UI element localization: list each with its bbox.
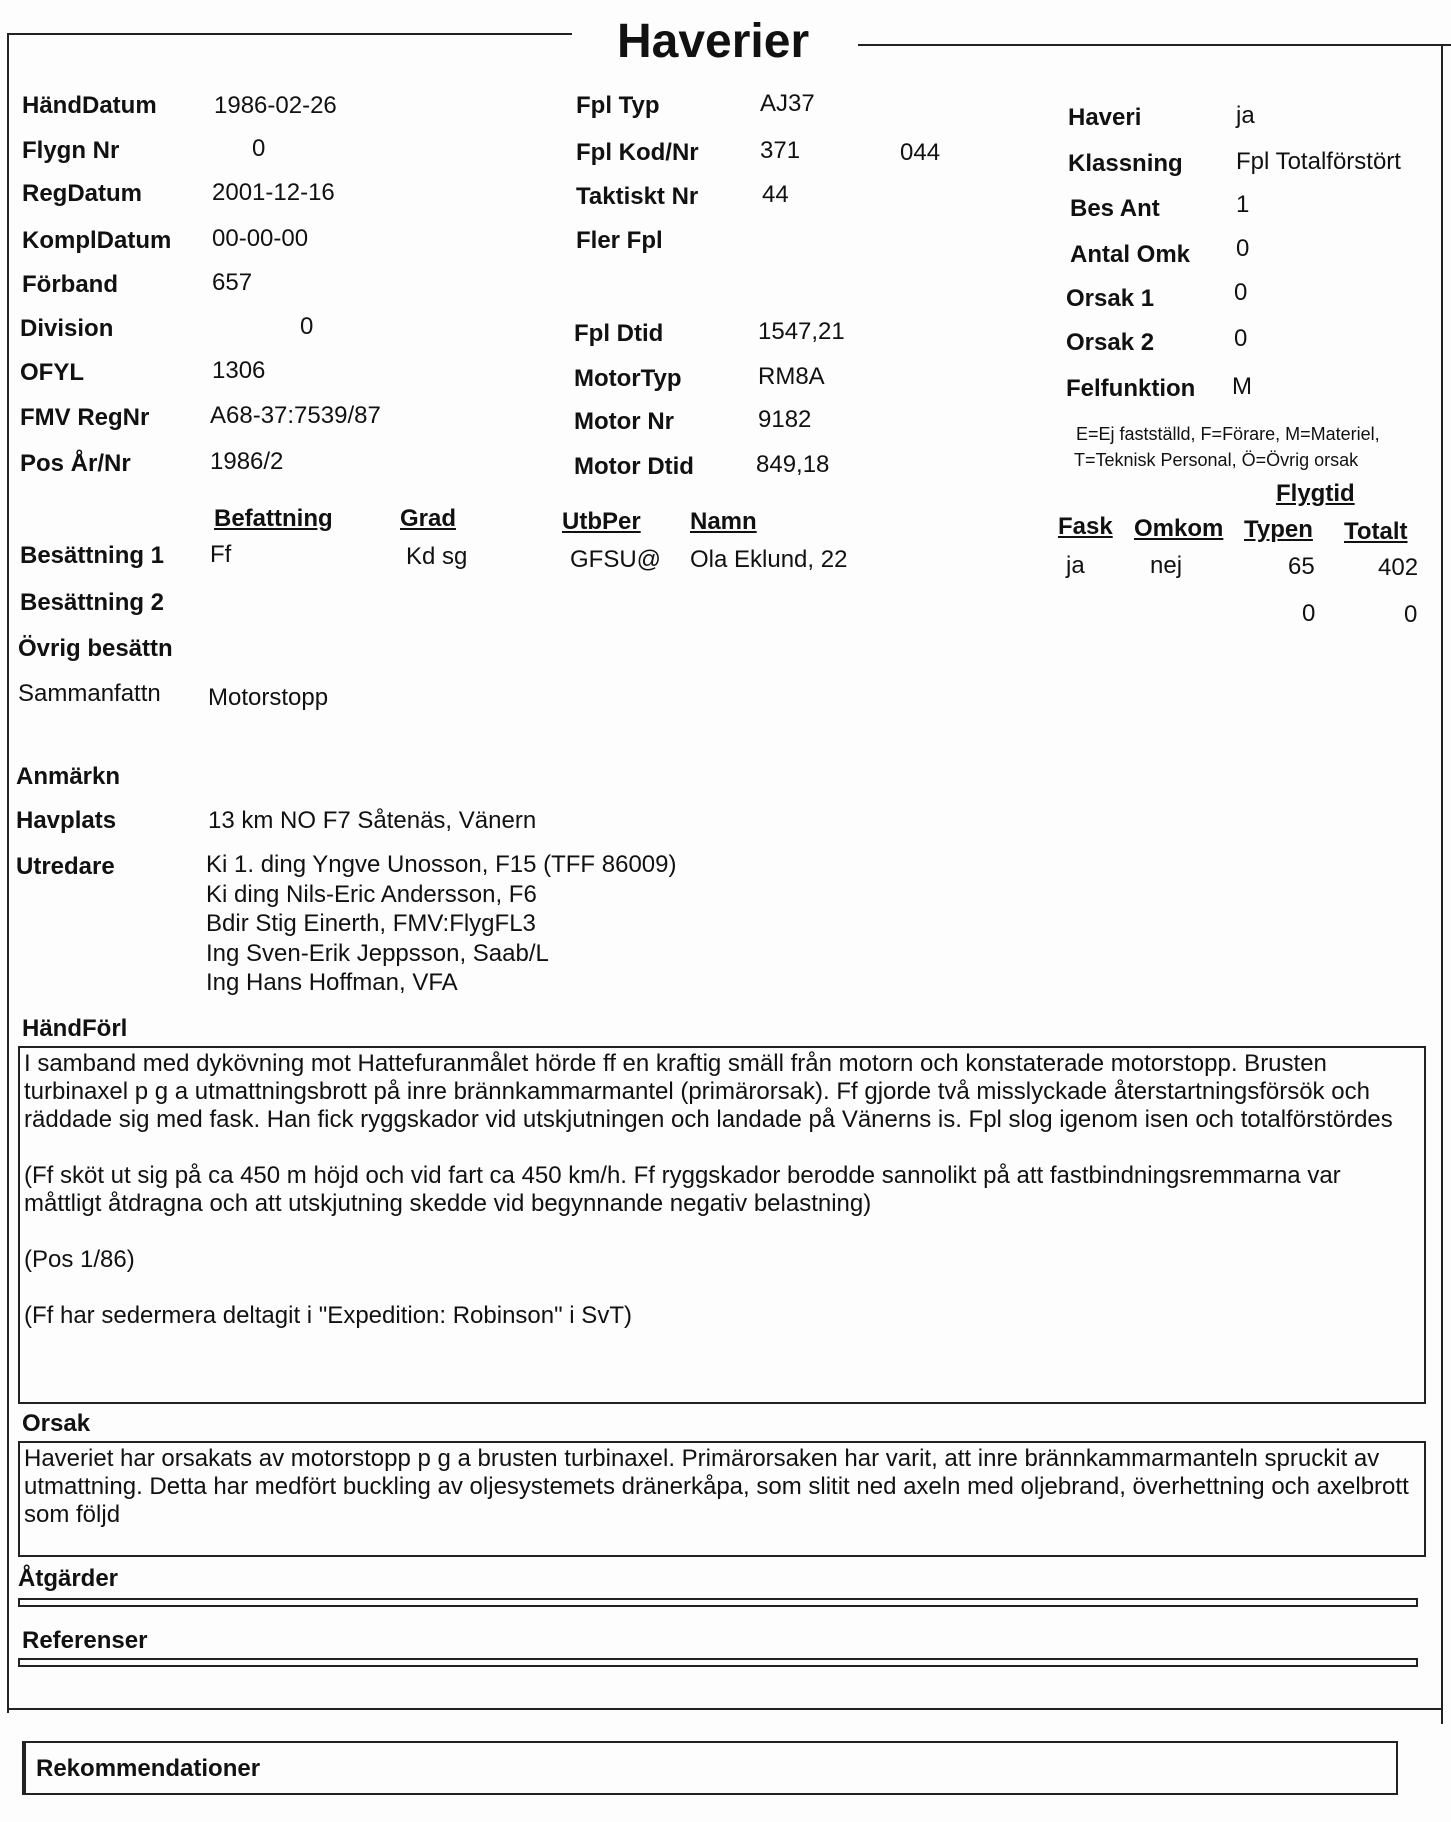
orsak-label: Orsak bbox=[22, 1410, 91, 1437]
crew-label-ovrig: Övrig besättn bbox=[18, 635, 173, 662]
field-label-bes-ant: Bes Ant bbox=[1070, 195, 1160, 222]
field-label-taktiskt-nr: Taktiskt Nr bbox=[576, 183, 699, 210]
field-label-felfunktion: Felfunktion bbox=[1066, 375, 1196, 402]
field-value-fpl-kod-2: 044 bbox=[900, 139, 941, 166]
atgarder-box bbox=[18, 1598, 1418, 1607]
crew-typen-2: 0 bbox=[1302, 600, 1316, 627]
field-label-flygn-nr: Flygn Nr bbox=[22, 137, 120, 164]
field-value-orsak-2: 0 bbox=[1234, 325, 1248, 352]
handforl-label: HändFörl bbox=[22, 1015, 128, 1042]
rekommendationer-box bbox=[22, 1741, 1398, 1795]
referenser-box bbox=[18, 1658, 1418, 1667]
crew-header-grad: Grad bbox=[400, 505, 457, 532]
field-value-fpl-kod: 371 bbox=[760, 137, 801, 164]
field-label-antal-omk: Antal Omk bbox=[1070, 241, 1191, 268]
field-label-regdatum: RegDatum bbox=[22, 180, 143, 207]
crew-header-namn: Namn bbox=[690, 508, 757, 535]
havplats-value: 13 km NO F7 Såtenäs, Vänern bbox=[208, 807, 537, 834]
field-value-klassning: Fpl Totalförstört bbox=[1236, 148, 1401, 175]
sammanfattn-label: Sammanfattn bbox=[18, 680, 161, 707]
field-label-forband: Förband bbox=[22, 271, 118, 298]
crew-totalt-2: 0 bbox=[1404, 601, 1418, 628]
anmarkn-label: Anmärkn bbox=[16, 763, 121, 790]
field-value-fmv-regnr: A68-37:7539/87 bbox=[210, 402, 381, 429]
orsak-text: Haveriet har orsakats av motorstopp p g a brusten turbinaxel. Primärorsaken har varit, att inre brännkammarmanteln spruckit av utmattning. Detta har medfört buckling av oljesystemets dränerkåpa, som slitit ned axeln med oljebrand, överhettning och axelbrott som följd bbox=[24, 1445, 1409, 1528]
list-item: Ing Sven-Erik Jeppsson, Saab/L bbox=[206, 940, 549, 967]
rekommendationer-label: Rekommendationer bbox=[36, 1755, 261, 1782]
field-label-motortyp: MotorTyp bbox=[574, 365, 682, 392]
handforl-paragraph-4: (Ff har sedermera deltagit i "Expedition: Robinson" i SvT) bbox=[24, 1302, 632, 1329]
frame-bottom bbox=[7, 1708, 1443, 1710]
list-item: Ki ding Nils-Eric Andersson, F6 bbox=[206, 881, 537, 908]
frame-right bbox=[1441, 44, 1443, 1724]
handforl-paragraph-1: I samband med dykövning mot Hattefuranmålet hörde ff en kraftig smäll från motorn och konstaterade motorstopp. Brusten turbinaxel p g a utmattningsbrott på inre brännkammarmantel (primärorsak). Ff gjorde två misslyckade återstartningsförsök och räddade sig med fask. Han fick ryggskador vid utskjutningen och landade på Vänerns is. Fpl slog igenom isen och totalförstördes bbox=[24, 1050, 1393, 1133]
field-value-kompldatum: 00-00-00 bbox=[212, 225, 309, 252]
field-label-orsak-2: Orsak 2 bbox=[1066, 329, 1155, 356]
field-label-motor-dtid: Motor Dtid bbox=[574, 453, 694, 480]
field-value-pos-ar-nr: 1986/2 bbox=[210, 448, 284, 475]
handforl-box bbox=[18, 1046, 1426, 1404]
field-value-motortyp: RM8A bbox=[758, 363, 825, 390]
field-label-haveri: Haveri bbox=[1068, 104, 1142, 131]
atgarder-label: Åtgärder bbox=[18, 1565, 119, 1592]
crew-label-1: Besättning 1 bbox=[20, 542, 165, 569]
crew-header-fask: Fask bbox=[1058, 513, 1113, 540]
field-value-bes-ant: 1 bbox=[1236, 191, 1250, 218]
field-label-kompldatum: KomplDatum bbox=[22, 227, 172, 254]
field-label-fpl-kod: Fpl Kod/Nr bbox=[576, 139, 699, 166]
crew-namn-1: Ola Eklund, 22 bbox=[690, 546, 848, 573]
field-value-motor-nr: 9182 bbox=[758, 406, 812, 433]
crew-omkom-1: nej bbox=[1150, 552, 1183, 579]
field-value-forband: 657 bbox=[212, 269, 253, 296]
crew-label-2: Besättning 2 bbox=[20, 589, 165, 616]
field-label-fmv-regnr: FMV RegNr bbox=[20, 404, 150, 431]
crew-utbper-1: GFSU@ bbox=[570, 546, 662, 573]
field-label-motor-nr: Motor Nr bbox=[574, 408, 674, 435]
cause-legend-line-1: E=Ej fastställd, F=Förare, M=Materiel, bbox=[1076, 424, 1380, 444]
field-value-antal-omk: 0 bbox=[1236, 235, 1250, 262]
field-value-handdatum: 1986-02-26 bbox=[214, 92, 337, 119]
crew-totalt-1: 402 bbox=[1378, 554, 1419, 581]
field-label-fpl-dtid: Fpl Dtid bbox=[574, 320, 664, 347]
utredare-label: Utredare bbox=[16, 853, 115, 880]
field-value-ofyl: 1306 bbox=[212, 357, 266, 384]
field-label-handdatum: HändDatum bbox=[22, 92, 157, 119]
sammanfattn-value: Motorstopp bbox=[208, 684, 329, 711]
crew-befattning-1: Ff bbox=[210, 541, 232, 568]
crew-header-flygtid: Flygtid bbox=[1276, 480, 1355, 507]
field-value-taktiskt-nr: 44 bbox=[762, 181, 789, 208]
list-item: Bdir Stig Einerth, FMV:FlygFL3 bbox=[206, 910, 536, 937]
field-label-klassning: Klassning bbox=[1068, 150, 1183, 177]
orsak-box bbox=[18, 1441, 1426, 1557]
frame-left bbox=[7, 33, 9, 1713]
field-value-motor-dtid: 849,18 bbox=[756, 451, 830, 478]
crew-grad-1: Kd sg bbox=[406, 543, 468, 570]
field-value-fpl-dtid: 1547,21 bbox=[758, 318, 845, 345]
crew-header-befattning: Befattning bbox=[214, 505, 333, 532]
field-value-division: 0 bbox=[300, 313, 314, 340]
field-label-division: Division bbox=[20, 315, 114, 342]
frame-top-right bbox=[858, 44, 1451, 46]
field-label-orsak-1: Orsak 1 bbox=[1066, 285, 1155, 312]
field-value-felfunktion: M bbox=[1232, 373, 1252, 400]
field-value-regdatum: 2001-12-16 bbox=[212, 179, 335, 206]
field-label-fler-fpl: Fler Fpl bbox=[576, 227, 663, 254]
field-value-orsak-1: 0 bbox=[1234, 279, 1248, 306]
havplats-label: Havplats bbox=[16, 807, 117, 834]
field-value-haveri: ja bbox=[1236, 102, 1255, 129]
field-label-fpl-typ: Fpl Typ bbox=[576, 92, 660, 119]
list-item: Ing Hans Hoffman, VFA bbox=[206, 969, 458, 996]
field-label-pos-ar-nr: Pos År/Nr bbox=[20, 450, 131, 477]
field-label-ofyl: OFYL bbox=[20, 359, 84, 386]
frame-top-left bbox=[7, 33, 572, 35]
field-value-fpl-typ: AJ37 bbox=[760, 90, 815, 117]
crew-typen-1: 65 bbox=[1288, 553, 1315, 580]
field-value-flygn-nr: 0 bbox=[252, 135, 266, 162]
crew-fask-1: ja bbox=[1066, 552, 1085, 579]
page-title: Haverier bbox=[617, 15, 810, 68]
handforl-paragraph-3: (Pos 1/86) bbox=[24, 1246, 135, 1273]
referenser-label: Referenser bbox=[22, 1627, 148, 1654]
crew-header-typen: Typen bbox=[1244, 516, 1313, 543]
cause-legend-line-2: T=Teknisk Personal, Ö=Övrig orsak bbox=[1074, 450, 1359, 470]
crew-header-omkom: Omkom bbox=[1134, 515, 1224, 542]
list-item: Ki 1. ding Yngve Unosson, F15 (TFF 86009) bbox=[206, 851, 677, 878]
crew-header-totalt: Totalt bbox=[1344, 518, 1408, 545]
crew-header-utbper: UtbPer bbox=[562, 508, 641, 535]
handforl-paragraph-2: (Ff sköt ut sig på ca 450 m höjd och vid fart ca 450 km/h. Ff ryggskador berodde sannolikt på att fastbindningsremmarna var måttligt åtdragna och att utskjutning skedde vid begynnande negativ belastning) bbox=[24, 1162, 1341, 1217]
